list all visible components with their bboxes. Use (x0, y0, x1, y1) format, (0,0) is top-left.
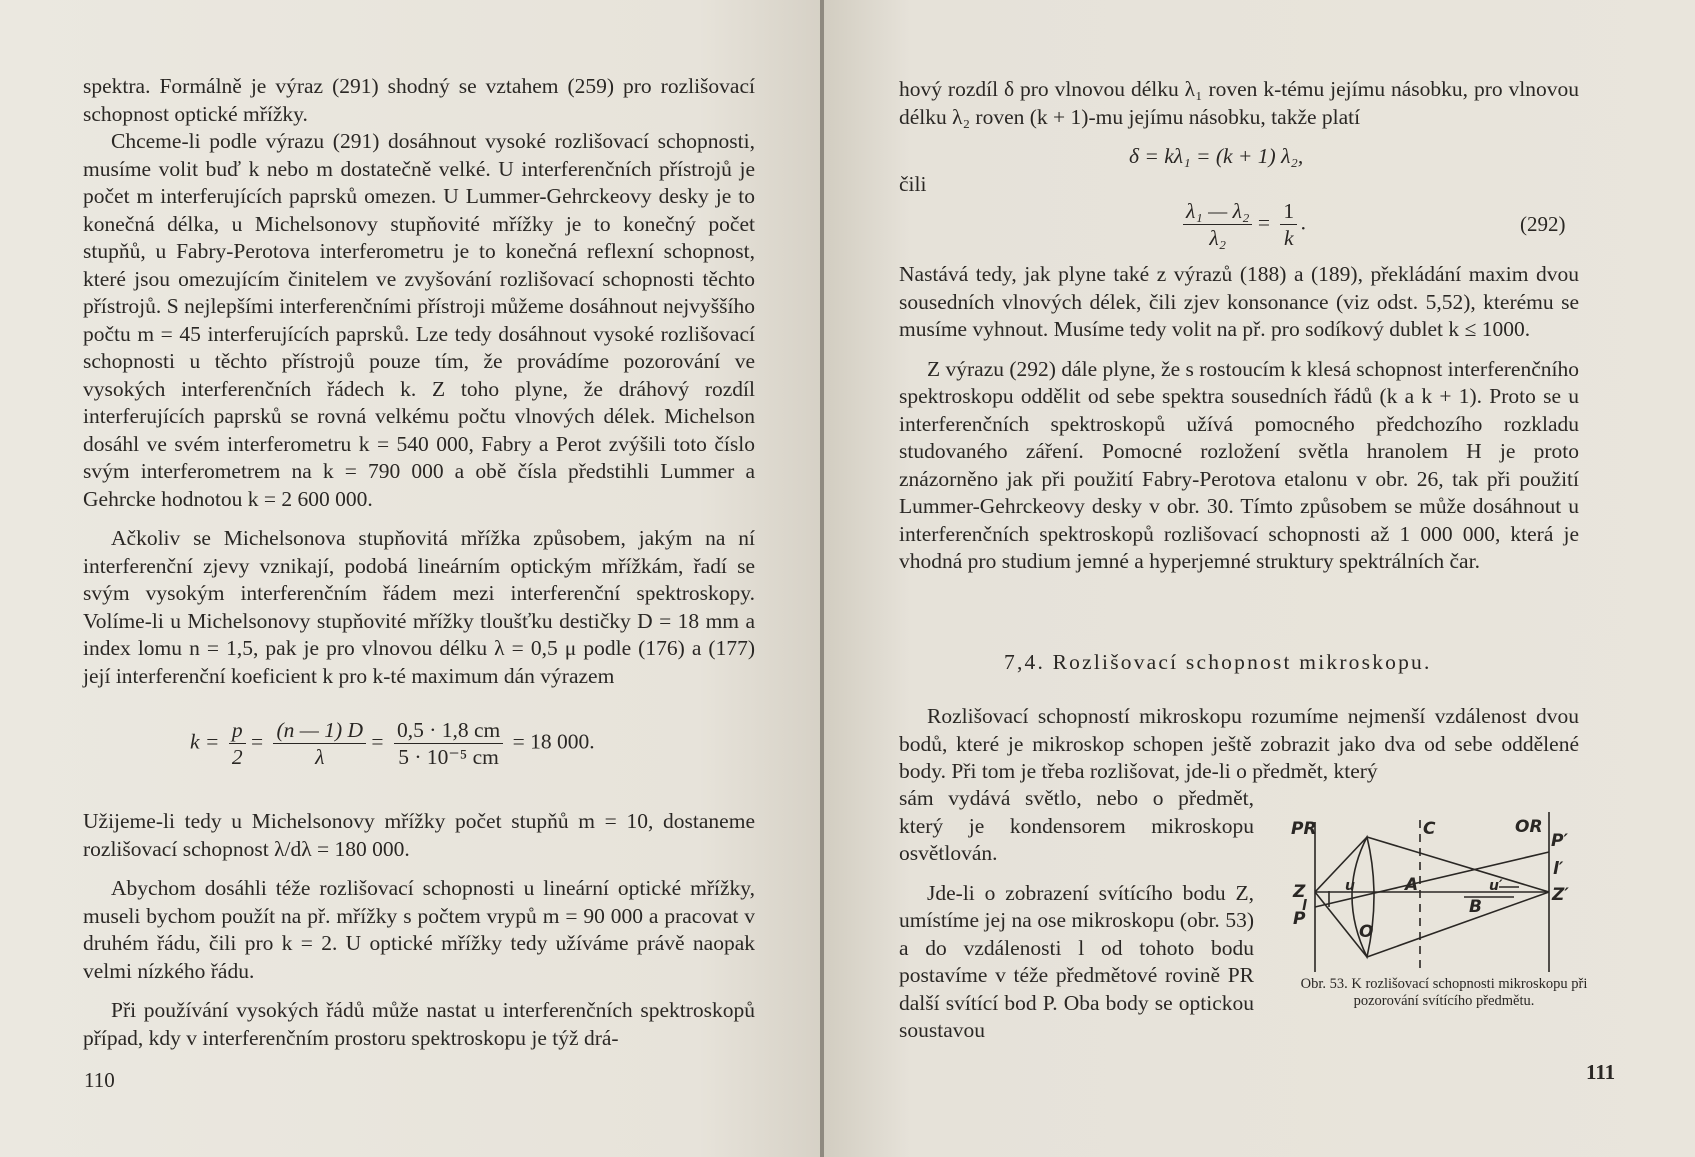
ray-upper (1367, 837, 1549, 892)
left-paragraph-5: Abychom dosáhli téže rozlišovací schopnosti u lineární optické mřížky, museli bychom použít na př. mřížky s počtem vrypů m = 90 000 a pracovat v druhém řádu, čili pro k = 2. U optické mřížky tedy užíváme právě naopak velmi nízkého řádu. (83, 876, 755, 983)
left-paragraph-4: Užijeme-li tedy u Michelsonovy mřížky počet stupňů m = 10, dostaneme rozlišovací schopnost λ/dλ = 180 000. (83, 809, 755, 861)
left-equation: k = $\frac{p}{2}$ = $\frac{(n — 1) D}{\lambda}$ = $\frac{0,5 \cdot 1,8 cm}{\text{5 · 10⁻⁵ cm}}$ = 18 000. (190, 718, 595, 769)
right-page (824, 0, 1695, 1157)
right-paragraph-2: Nastává tedy, jak plyne také z výrazů (188) a (189), překládání maxim dvou sousedních vlnových délek, čili zjev konsonance (viz odst. 5,52), kterému se musíme vyhnout. Musíme tedy volit na př. pro sodíkový dublet k ≤ 1000. (899, 262, 1579, 341)
equation-result: = 18 000. (512, 729, 595, 754)
equation-tag-292: (292) (1520, 212, 1566, 236)
section-heading: 7,4. Rozlišovací schopnost mikroskopu. (1004, 650, 1432, 674)
label-z: Z (1293, 882, 1306, 902)
ray-z-upper (1315, 837, 1367, 892)
eq292-fraction-right: $\frac{1}{k}$ (1280, 198, 1297, 251)
cili-label: čili (899, 172, 927, 196)
label-o: O (1359, 922, 1374, 942)
label-l-prime: l′ (1553, 859, 1564, 879)
right-text-block-1 (899, 76, 1579, 131)
figure-caption: Obr. 53. K rozlišovací schopnosti mikroskopu při pozorování svítícího předmětu. (1300, 976, 1588, 1009)
right-paragraph-6: Jde-li o zobrazení svítícího bodu Z, umístíme jej na ose mikroskopu (obr. 53) a do vzdálenosti l od tohoto bodu postavíme v téže předmětové rovině PR další svítící bod P. Oba body se optickou soustavou (899, 880, 1254, 1042)
label-p: P (1293, 909, 1306, 929)
right-text-block-2 (899, 261, 1579, 576)
figure-53-microscope-diagram (1289, 812, 1589, 977)
right-paragraph-4: Rozlišovací schopností mikroskopu rozumíme nejmenší vzdálenost dvou bodů, které je mikroskop schopen ještě zobrazit jako dva od sebe oddělené body. Při tom je třeba rozlišovat, jde-li o předmět, který (899, 704, 1579, 783)
left-text-block (83, 73, 755, 690)
right-text-block-3 (899, 703, 1579, 786)
label-l: l (1302, 898, 1307, 914)
equation-fraction-3: $\frac{0,5 \cdot 1,8 cm}{\text{5 · 10⁻⁵ cm}}$ (394, 717, 503, 770)
equation-fraction-2: $\frac{(n — 1) D}{\lambda}$ (273, 717, 366, 770)
label-pr: PR (1291, 819, 1317, 839)
right-paragraph-1: hový rozdíl δ pro vlnovou délku λ₁ roven k-tému jejímu násobku, pro vlnovou délku λ₂ roven (k + 1)-mu jejímu násobku, takže platí (899, 77, 1579, 129)
right-narrow-column (899, 785, 1254, 1045)
left-paragraph-1: spektra. Formálně je výraz (291) shodný se vztahem (259) pro rozlišovací schopnost optické mřížky. (83, 74, 755, 126)
equation-lhs: k = (190, 729, 220, 754)
label-c: C (1423, 819, 1436, 839)
left-text-block-2 (83, 808, 755, 1052)
left-paragraph-6: Při používání vysokých řádů může nastat u interferenčních spektroskopů případ, kdy v interferenčním prostoru spektroskopu je týž drá- (83, 998, 755, 1050)
left-page (0, 0, 822, 1157)
label-z-prime: Z′ (1552, 885, 1569, 905)
label-a: A (1405, 875, 1419, 895)
right-equation-1: δ = kλ₁ = (k + 1) λ₂, (1129, 144, 1304, 168)
equation-fraction-1: $\frac{p}{2}$ (229, 717, 246, 770)
label-or: OR (1515, 817, 1543, 837)
ray-lower (1367, 892, 1549, 957)
label-b: B (1469, 897, 1482, 917)
right-paragraph-3: Z výrazu (292) dále plyne, že s rostoucím k klesá schopnost interferenčního spektroskopu oddělit od sebe spektra sousedních řádů (k a k + 1). Proto se u interferenčních spektroskopů užívá pomocného předchozího rozkladu studovaného záření. Pomocné rozložení světla hranolem H je proto znázorněno jak při použití Fabry-Perotova etalonu v obr. 26, tak při použití Lummer-Gehrckeovy desky v obr. 30. Tímto způsobem se může dosáhnout u interferenčních spektroskopů rozlišovací schopnosti až 1 000 000, která je vhodná pro studium jemné a hyperjemné struktury spektrálních čar. (899, 356, 1579, 573)
left-paragraph-2: Chceme-li podle výrazu (291) dosáhnout vysoké rozlišovací schopnosti, musíme volit buď k nebo m dostatečně velké. U interferenčních přístrojů je počet m interferujících paprsků omezen. U Lummer-Gehrckeovy desky je to konečná délka, u Michelsonovy stupňovité mřížky je to konečný počet stupňů, u Fabry-Perotova interferometru je to konečná reflexní schopnost, které jsou omezujícím činitelem ve zvyšování rozlišovací schopnosti těchto přístrojů. S nejlepšími interferenčními přístroji můžeme dosáhnout nejvyššího počtu m = 45 interferujících paprsků. Lze tedy dosáhnout vysoké rozlišovací schopnosti u těchto přístrojů pouze tím, že provádíme pozorování ve vysokých interferenčních řádech k. Z toho plyne, že dráhový rozdíl interferujících paprsků se rovná velkému počtu vlnových délek. Michelson dosáhl ve svém interferometru k = 540 000, Fabry a Perot zvýšili toto číslo svým interferometrem na k = 790 000 a obě čísla předstihli Lummer a Gehrcke hodnotou k = 2 600 000. (83, 129, 755, 511)
label-p-prime: P′ (1551, 831, 1568, 851)
left-paragraph-3: Ačkoliv se Michelsonova stupňovitá mřížka způsobem, jakým na ní interferenční zjevy vznikají, podobá lineárním optickým mřížkám, řadí se svým vysokým interferenčním řádem mezi interferenční spektroskopy. Volíme-li u Michelsonovy stupňovité mřížky tloušťku destičky D = 18 mm a index lomu n = 1,5, pak je pro vlnovou délku λ = 0,5 μ podle (176) a (177) její interferenční koeficient k pro k-té maximum dán výrazem (83, 526, 755, 688)
label-u-prime: u′ (1489, 878, 1503, 894)
label-u: u (1345, 878, 1355, 894)
left-page-number: 110 (84, 1068, 115, 1092)
eq292-fraction-left: $\frac{\text{λ₁ — λ₂}}{\text{λ₂}}$ (1183, 198, 1252, 251)
right-page-number: 111 (1586, 1060, 1616, 1084)
right-equation-292: $\frac{\text{λ₁ — λ₂}}{\text{λ₂}}$ = $\frac{1}{k}$ . (1179, 198, 1306, 251)
right-paragraph-5: sám vydává světlo, nebo o předmět, který je kondensorem mikroskopu osvětlován. (899, 786, 1254, 865)
